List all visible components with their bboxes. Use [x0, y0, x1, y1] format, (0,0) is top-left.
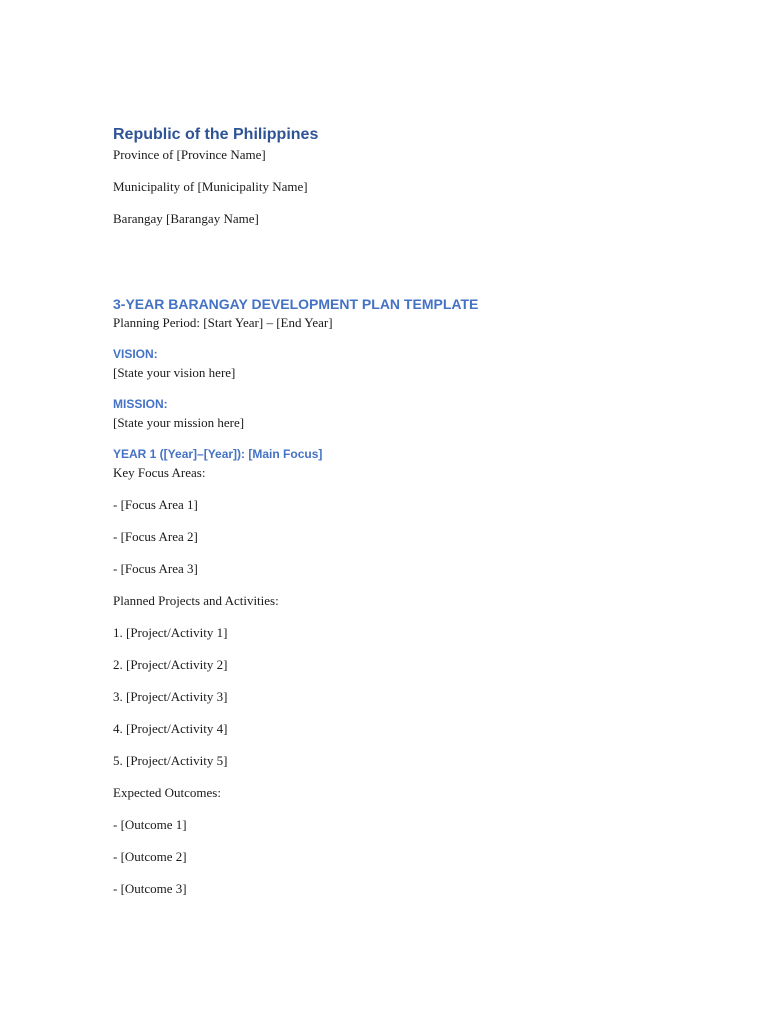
vision-heading: VISION: [113, 347, 158, 361]
outcome-item: - [Outcome 2] [113, 849, 187, 864]
province-line: Province of [Province Name] [113, 147, 266, 162]
key-focus-label: Key Focus Areas: [113, 465, 206, 480]
project-item: 5. [Project/Activity 5] [113, 753, 228, 768]
project-item: 1. [Project/Activity 1] [113, 625, 228, 640]
plan-title: 3-YEAR BARANGAY DEVELOPMENT PLAN TEMPLATE [113, 296, 479, 312]
outcome-item: - [Outcome 3] [113, 881, 187, 896]
focus-area-item: - [Focus Area 3] [113, 561, 198, 576]
projects-label: Planned Projects and Activities: [113, 593, 279, 608]
document-title: Republic of the Philippines [113, 126, 319, 143]
outcome-item: - [Outcome 1] [113, 817, 187, 832]
project-item: 3. [Project/Activity 3] [113, 689, 228, 704]
planning-period: Planning Period: [Start Year] – [End Year] [113, 315, 333, 330]
project-item: 2. [Project/Activity 2] [113, 657, 228, 672]
outcomes-label: Expected Outcomes: [113, 785, 221, 800]
focus-area-item: - [Focus Area 1] [113, 497, 198, 512]
document-page [113, 124, 673, 898]
year1-heading: YEAR 1 ([Year]–[Year]): [Main Focus] [113, 447, 323, 461]
focus-area-item: - [Focus Area 2] [113, 529, 198, 544]
project-item: 4. [Project/Activity 4] [113, 721, 228, 736]
mission-heading: MISSION: [113, 397, 168, 411]
barangay-line: Barangay [Barangay Name] [113, 211, 259, 226]
municipality-line: Municipality of [Municipality Name] [113, 179, 308, 194]
mission-text: [State your mission here] [113, 415, 245, 430]
vision-text: [State your vision here] [113, 365, 236, 380]
